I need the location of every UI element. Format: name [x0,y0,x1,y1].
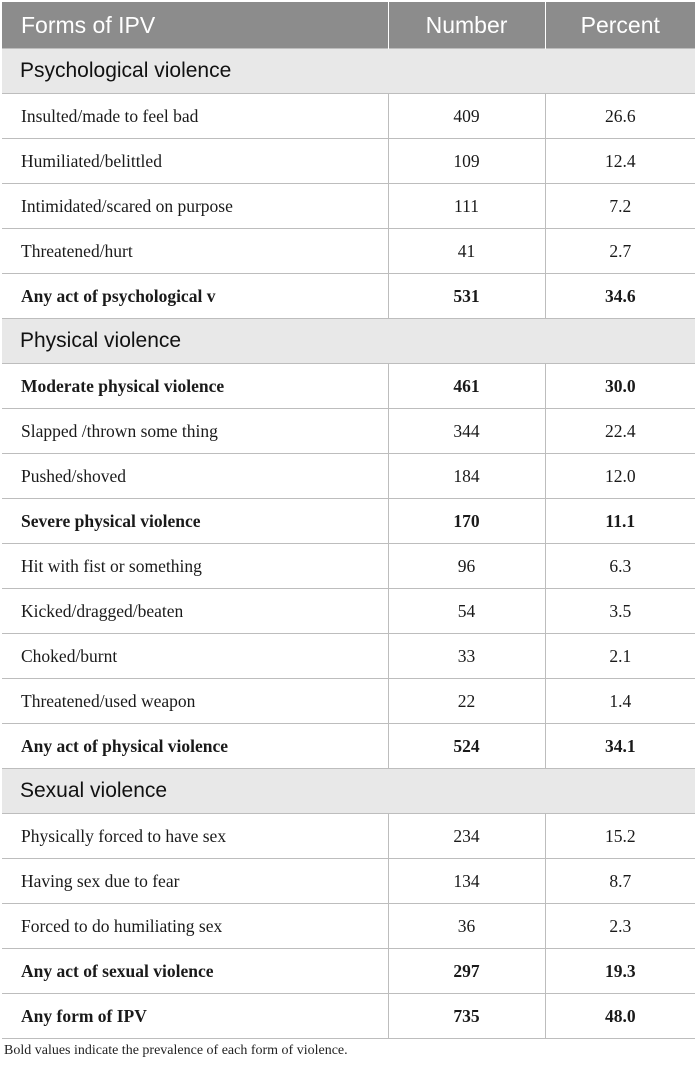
table-body [2,49,695,1039]
row-label: Severe physical violence [2,499,388,544]
row-label: Humiliated/belittled [2,139,388,184]
table-row [2,724,695,769]
table-row [2,364,695,409]
row-percent: 11.1 [545,499,695,544]
row-label: Physically forced to have sex [2,814,388,859]
row-percent: 2.1 [545,634,695,679]
table-row [2,499,695,544]
row-label: Choked/burnt [2,634,388,679]
row-percent: 12.0 [545,454,695,499]
row-label: Pushed/shoved [2,454,388,499]
row-number: 461 [388,364,545,409]
row-number: 524 [388,724,545,769]
table-row [2,589,695,634]
row-percent: 3.5 [545,589,695,634]
section-header-row [2,319,695,364]
row-number: 41 [388,229,545,274]
section-title: Psychological violence [2,49,695,94]
row-number: 36 [388,904,545,949]
row-percent: 1.4 [545,679,695,724]
row-percent: 2.7 [545,229,695,274]
row-label: Any act of physical violence [2,724,388,769]
header-number: Number [388,2,545,49]
row-label: Threatened/used weapon [2,679,388,724]
row-number: 134 [388,859,545,904]
row-percent: 34.6 [545,274,695,319]
table-row [2,184,695,229]
row-number: 109 [388,139,545,184]
row-number: 22 [388,679,545,724]
row-number: 735 [388,994,545,1039]
row-label: Kicked/dragged/beaten [2,589,388,634]
row-label: Threatened/hurt [2,229,388,274]
table-row [2,634,695,679]
table-row [2,94,695,139]
row-label: Any act of sexual violence [2,949,388,994]
row-label: Having sex due to fear [2,859,388,904]
section-header-row [2,49,695,94]
row-percent: 12.4 [545,139,695,184]
header-forms-of-ipv: Forms of IPV [2,2,388,49]
table-row [2,679,695,724]
table-header [2,2,695,49]
row-number: 96 [388,544,545,589]
ipv-table [2,2,695,1039]
row-label: Hit with fist or something [2,544,388,589]
row-label: Any form of IPV [2,994,388,1039]
header-percent: Percent [545,2,695,49]
row-percent: 30.0 [545,364,695,409]
row-label: Any act of psychological v [2,274,388,319]
row-percent: 2.3 [545,904,695,949]
row-number: 111 [388,184,545,229]
table-footnote: Bold values indicate the prevalence of each form of violence. [4,1043,348,1058]
table-row [2,139,695,184]
row-label: Insulted/made to feel bad [2,94,388,139]
row-number: 184 [388,454,545,499]
row-percent: 48.0 [545,994,695,1039]
section-header-row [2,769,695,814]
row-number: 297 [388,949,545,994]
table-row [2,454,695,499]
row-number: 531 [388,274,545,319]
total-row [2,994,695,1039]
row-percent: 7.2 [545,184,695,229]
row-number: 234 [388,814,545,859]
row-label: Forced to do humiliating sex [2,904,388,949]
row-percent: 22.4 [545,409,695,454]
section-title: Sexual violence [2,769,695,814]
row-number: 170 [388,499,545,544]
row-number: 33 [388,634,545,679]
table-row [2,229,695,274]
row-number: 54 [388,589,545,634]
row-percent: 19.3 [545,949,695,994]
row-label: Intimidated/scared on purpose [2,184,388,229]
row-number: 344 [388,409,545,454]
row-number: 409 [388,94,545,139]
row-label: Slapped /thrown some thing [2,409,388,454]
row-label: Moderate physical violence [2,364,388,409]
section-title: Physical violence [2,319,695,364]
table-row [2,544,695,589]
table-row [2,814,695,859]
table-row [2,859,695,904]
row-percent: 8.7 [545,859,695,904]
table-row [2,949,695,994]
row-percent: 6.3 [545,544,695,589]
table-row [2,904,695,949]
row-percent: 15.2 [545,814,695,859]
row-percent: 34.1 [545,724,695,769]
row-percent: 26.6 [545,94,695,139]
table-row [2,409,695,454]
header-row [2,2,695,49]
table-row [2,274,695,319]
